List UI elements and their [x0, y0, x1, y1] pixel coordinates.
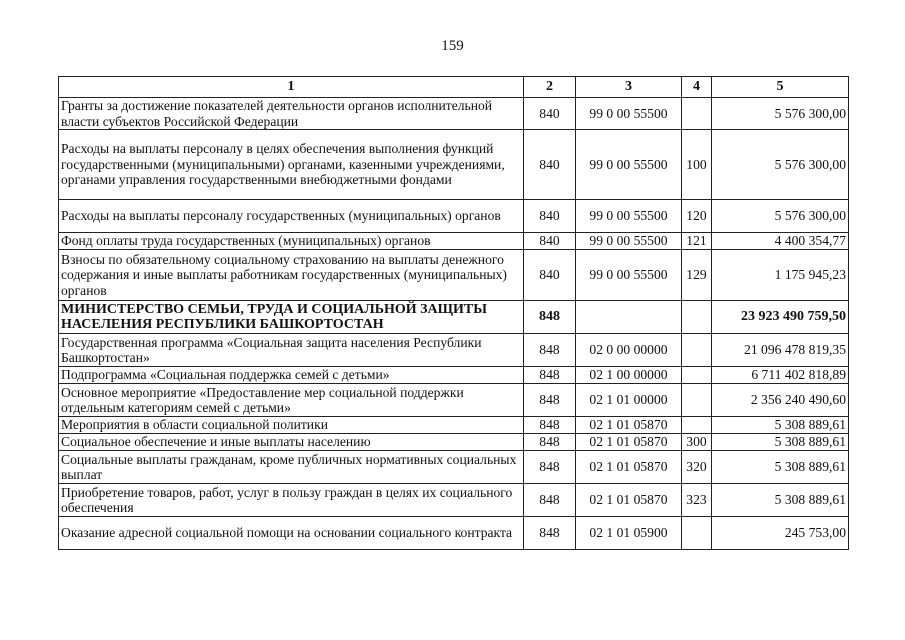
row-csr-cell: 99 0 00 55500: [576, 233, 682, 250]
table-row: [59, 384, 849, 417]
row-vr-cell: [682, 334, 712, 367]
row-grbs-cell: 848: [524, 301, 576, 334]
row-csr-cell: 02 1 01 05900: [576, 517, 682, 550]
row-grbs-cell: 848: [524, 484, 576, 517]
row-vr-cell: 120: [682, 200, 712, 233]
table-row: [59, 417, 849, 434]
row-grbs-cell: 840: [524, 233, 576, 250]
row-grbs-cell: 840: [524, 200, 576, 233]
row-name-cell: Оказание адресной социальной помощи на основании социального контракта: [59, 517, 524, 550]
header-col-2: 2: [524, 77, 576, 98]
row-csr-cell: 02 0 00 00000: [576, 334, 682, 367]
row-csr-cell: 99 0 00 55500: [576, 200, 682, 233]
row-name-cell: МИНИСТЕРСТВО СЕМЬИ, ТРУДА И СОЦИАЛЬНОЙ ЗАЩИТЫ НАСЕЛЕНИЯ РЕСПУБЛИКИ БАШКОРТОСТАН: [59, 301, 524, 334]
row-vr-cell: [682, 301, 712, 334]
row-name-cell: Расходы на выплаты персоналу государственных (муниципальных) органов: [59, 200, 524, 233]
row-csr-cell: 02 1 01 05870: [576, 484, 682, 517]
row-name-cell: Государственная программа «Социальная защита населения Республики Башкортостан»: [59, 334, 524, 367]
row-name-cell: Расходы на выплаты персоналу в целях обеспечения выполнения функций государственными (муниципальными) органами, казенными учреждениями, органами управления государственными внебюджетными фондами: [59, 130, 524, 200]
table-row: [59, 130, 849, 200]
row-vr-cell: 129: [682, 250, 712, 301]
row-sum-cell: 2 356 240 490,60: [712, 384, 849, 417]
header-col-4: 4: [682, 77, 712, 98]
row-grbs-cell: 848: [524, 451, 576, 484]
budget-table: [58, 76, 849, 550]
row-grbs-cell: 848: [524, 334, 576, 367]
row-sum-cell: 5 308 889,61: [712, 434, 849, 451]
row-sum-cell: 1 175 945,23: [712, 250, 849, 301]
table-row: [59, 434, 849, 451]
row-vr-cell: 300: [682, 434, 712, 451]
row-sum-cell: 6 711 402 818,89: [712, 367, 849, 384]
row-name-cell: Фонд оплаты труда государственных (муниципальных) органов: [59, 233, 524, 250]
row-sum-cell: 5 308 889,61: [712, 484, 849, 517]
row-sum-cell: 245 753,00: [712, 517, 849, 550]
row-grbs-cell: 840: [524, 98, 576, 130]
table-row: [59, 98, 849, 130]
row-grbs-cell: 848: [524, 367, 576, 384]
header-row: [59, 77, 849, 98]
row-name-cell: Гранты за достижение показателей деятельности органов исполнительной власти субъектов Российской Федерации: [59, 98, 524, 130]
row-name-cell: Подпрограмма «Социальная поддержка семей с детьми»: [59, 367, 524, 384]
row-vr-cell: 323: [682, 484, 712, 517]
row-vr-cell: 320: [682, 451, 712, 484]
table-row: [59, 484, 849, 517]
row-vr-cell: [682, 384, 712, 417]
row-grbs-cell: 848: [524, 384, 576, 417]
row-sum-cell: 5 576 300,00: [712, 200, 849, 233]
table-row: [59, 451, 849, 484]
row-sum-cell: 21 096 478 819,35: [712, 334, 849, 367]
row-name-cell: Социальные выплаты гражданам, кроме публичных нормативных социальных выплат: [59, 451, 524, 484]
header-col-3: 3: [576, 77, 682, 98]
table-body: [59, 98, 849, 550]
table-row: [59, 367, 849, 384]
row-sum-cell: 5 576 300,00: [712, 98, 849, 130]
table-row: [59, 301, 849, 334]
row-vr-cell: [682, 98, 712, 130]
table-row: [59, 517, 849, 550]
row-name-cell: Основное мероприятие «Предоставление мер социальной поддержки отдельным категориям семей с детьми»: [59, 384, 524, 417]
header-col-1: 1: [59, 77, 524, 98]
row-csr-cell: 02 1 01 00000: [576, 384, 682, 417]
row-grbs-cell: 848: [524, 434, 576, 451]
row-csr-cell: [576, 301, 682, 334]
row-csr-cell: 02 1 01 05870: [576, 451, 682, 484]
header-col-5: 5: [712, 77, 849, 98]
row-grbs-cell: 848: [524, 417, 576, 434]
table-row: [59, 200, 849, 233]
row-vr-cell: [682, 417, 712, 434]
row-name-cell: Приобретение товаров, работ, услуг в пользу граждан в целях их социального обеспечения: [59, 484, 524, 517]
table-row: [59, 334, 849, 367]
row-name-cell: Мероприятия в области социальной политики: [59, 417, 524, 434]
row-name-cell: Социальное обеспечение и иные выплаты населению: [59, 434, 524, 451]
row-csr-cell: 99 0 00 55500: [576, 98, 682, 130]
row-grbs-cell: 840: [524, 130, 576, 200]
row-sum-cell: 23 923 490 759,50: [712, 301, 849, 334]
row-grbs-cell: 840: [524, 250, 576, 301]
row-vr-cell: [682, 367, 712, 384]
row-csr-cell: 99 0 00 55500: [576, 130, 682, 200]
row-vr-cell: 121: [682, 233, 712, 250]
table-row: [59, 250, 849, 301]
row-vr-cell: [682, 517, 712, 550]
row-sum-cell: 5 308 889,61: [712, 417, 849, 434]
table-row: [59, 233, 849, 250]
page-number: 159: [441, 38, 464, 54]
row-sum-cell: 5 576 300,00: [712, 130, 849, 200]
row-sum-cell: 4 400 354,77: [712, 233, 849, 250]
row-csr-cell: 02 1 01 05870: [576, 417, 682, 434]
row-sum-cell: 5 308 889,61: [712, 451, 849, 484]
row-csr-cell: 02 1 01 05870: [576, 434, 682, 451]
row-vr-cell: 100: [682, 130, 712, 200]
row-grbs-cell: 848: [524, 517, 576, 550]
row-csr-cell: 99 0 00 55500: [576, 250, 682, 301]
row-name-cell: Взносы по обязательному социальному страхованию на выплаты денежного содержания и иные выплаты работникам государственных (муниципальных) органов: [59, 250, 524, 301]
row-csr-cell: 02 1 00 00000: [576, 367, 682, 384]
